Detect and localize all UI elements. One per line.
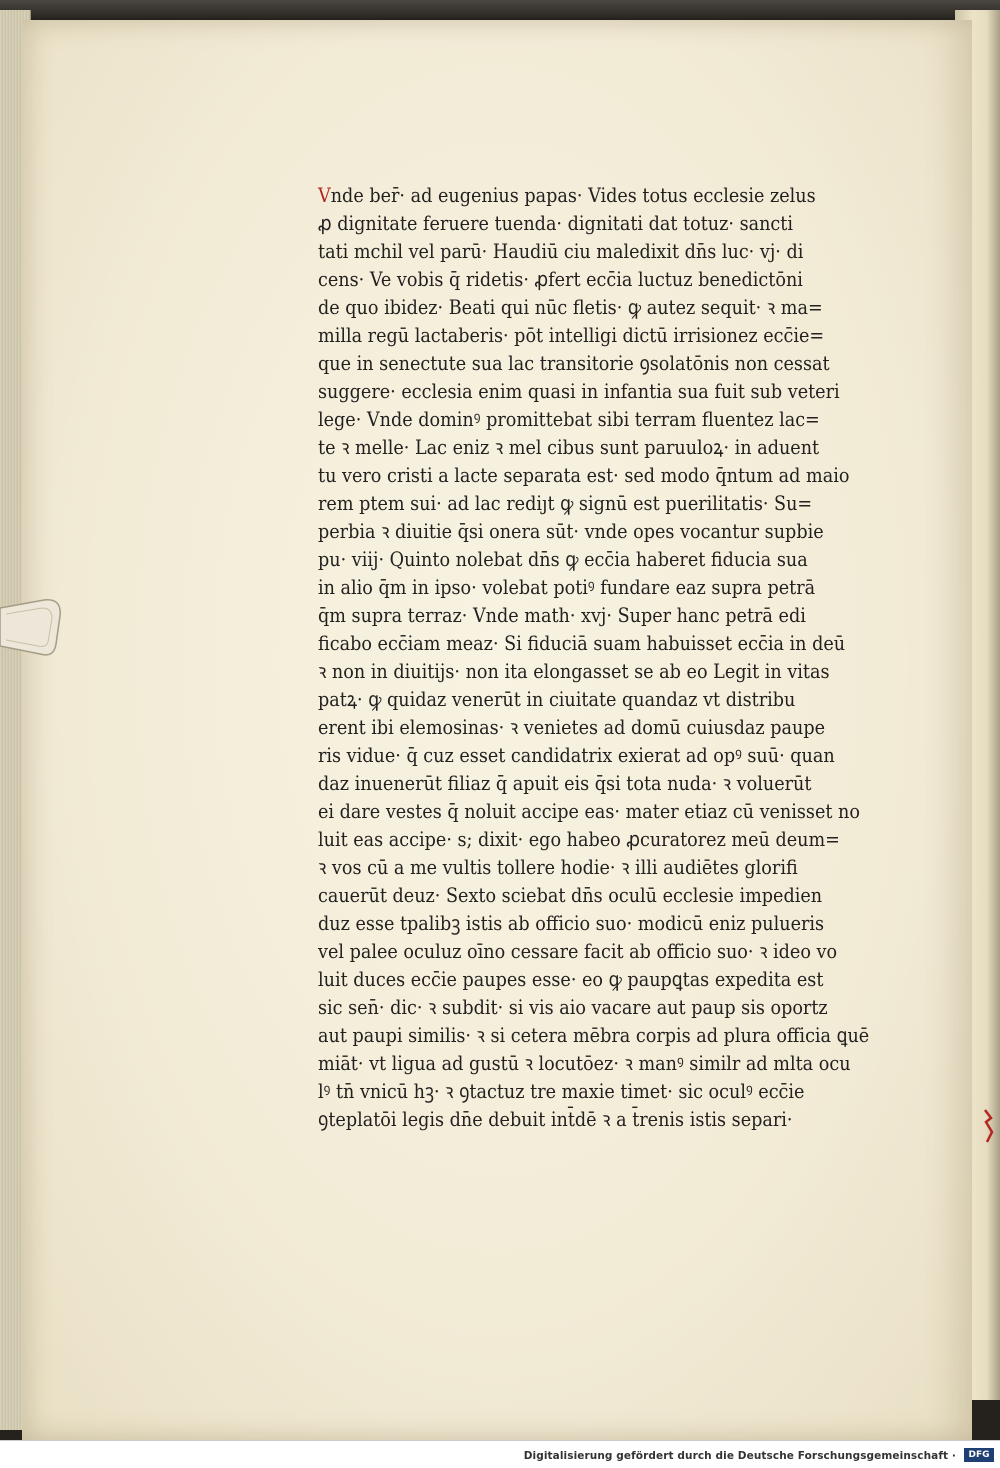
text-line: cens· Ve vobis q̄ ridetis· ꝓfert ecc̄ia luctuz benedictōni <box>318 267 803 291</box>
dfg-logo: DFG <box>964 1448 994 1462</box>
text-line: ꝓ dignitate feruere tuenda· dignitati dat totuz· sancti <box>318 211 793 235</box>
text-line: daz inuenerūt filiaz q̄ apuit eis q̄si tota nuda· ꝛ voluerūt <box>318 771 812 795</box>
text-line: Vnde ber̄· ad eugenius papas· Vides totus ecclesie zelus <box>318 183 816 207</box>
text-line: luit duces ecc̄ie paupes esse· eo ꝙ paupꝗtas expedita est <box>318 967 824 991</box>
text-line: miāt· vt ligua ad gustū ꝛ locutōez· ꝛ manꝰ similr ad mlta ocu <box>318 1051 851 1075</box>
text-line: vel palee oculuz oīno cessare facit ab officio suo· ꝛ ideo vo <box>318 939 838 963</box>
text-line: duz esse tpalibꝫ istis ab officio suo· modicū eniz pulueris <box>318 911 825 935</box>
footer-bar <box>0 1440 1000 1468</box>
text-line: milla regū lactaberis· pōt intelligi dictū irrisionez ecc̄ie= <box>318 323 825 347</box>
text-line: ris vidue· q̄ cuz esset candidatrix exierat ad opꝰ suū· quan <box>318 743 835 767</box>
text-line: te ꝛ melle· Lac eniz ꝛ mel cibus sunt paruuloꝝ· in aduent <box>318 435 820 459</box>
text-line: lege· Vnde dominꝰ promittebat sibi terram fluentez lac= <box>318 407 820 431</box>
text-line: tati mchil vel parū· Haudiū ciu maledixit dn̄s luc· vj· di <box>318 239 804 263</box>
text-line: patꝝ· ꝙ quidaz venerūt in ciuitate quandaz vt distribu <box>318 687 796 711</box>
text-line: erent ibi elemosinas· ꝛ venietes ad domū cuiusdaz paupe <box>318 715 826 739</box>
text-line: perbia ꝛ diuitie q̄si onera sūt· vnde opes vocantur supbie <box>318 519 824 543</box>
text-line: tu vero cristi a lacte separata est· sed modo q̄ntum ad maio <box>318 463 850 487</box>
text-line: ficabo ecc̄iam meaz· Si fiduciā suam habuisset ecc̄ia in deū <box>318 631 846 655</box>
text-line: ꝛ non in diuitijs· non ita elongasset se ab eo Legit in vitas <box>318 659 830 683</box>
text-line: rem ptem sui· ad lac rediȷt ꝙ signū est puerilitatis· Su= <box>318 491 813 515</box>
text-line: de quo ibidez· Beati qui nūc fletis· ꝙ autez sequit· ꝛ ma= <box>318 295 823 319</box>
text-line: luit eas accipe· s; dixit· ego habeo ꝓcuratorez meū deum= <box>318 827 840 851</box>
text-line: lꝰ tn̄ vnicū hꝫ· ꝛ ꝯtactuz tre maxie timet· sic oculꝰ ecc̄ie <box>318 1079 805 1103</box>
red-ink-mark <box>982 1108 994 1144</box>
text-line: ꝯteplatōi legis dn̄e debuit int̄dē ꝛ a t̄renis istis separi· <box>318 1107 793 1131</box>
text-line: sic sen̄· dic· ꝛ subdit· si vis aio vacare aut paup sis oportz <box>318 995 828 1019</box>
text-line: q̄m supra terraz· Vnde math· xvj· Super hanc petrā edi <box>318 603 806 627</box>
text-line: in alio q̄m in ipso· volebat potiꝰ fundare eaz supra petrā <box>318 575 816 599</box>
text-column <box>318 180 908 1160</box>
text-line: suggere· ecclesia enim quasi in infantia sua fuit sub veteri <box>318 379 840 403</box>
text-line: aut paupi similis· ꝛ si cetera mēbra corpis ad plura officia ꝗuē <box>318 1023 870 1047</box>
text-line: que in senectute sua lac transitorie ꝯsolatōnis non cessat <box>318 351 830 375</box>
book-clasp-strap <box>0 598 62 660</box>
scanner-top-edge <box>0 0 1000 18</box>
red-initial: V <box>318 183 331 207</box>
text-line: pu· viij· Quinto nolebat dn̄s ꝙ ecc̄ia haberet fiducia sua <box>318 547 808 571</box>
funding-credit: Digitalisierung gefördert durch die Deutsche Forschungsgemeinschaft · <box>523 1450 956 1462</box>
text-line: ꝛ vos cū a me vultis tollere hodie· ꝛ illi audiētes glorifi <box>318 855 798 879</box>
text-line: ei dare vestes q̄ noluit accipe eas· mater etiaz cū venisset no <box>318 799 860 823</box>
text-line: cauerūt deuz· Sexto sciebat dn̄s oculū ecclesie impedien <box>318 883 823 907</box>
